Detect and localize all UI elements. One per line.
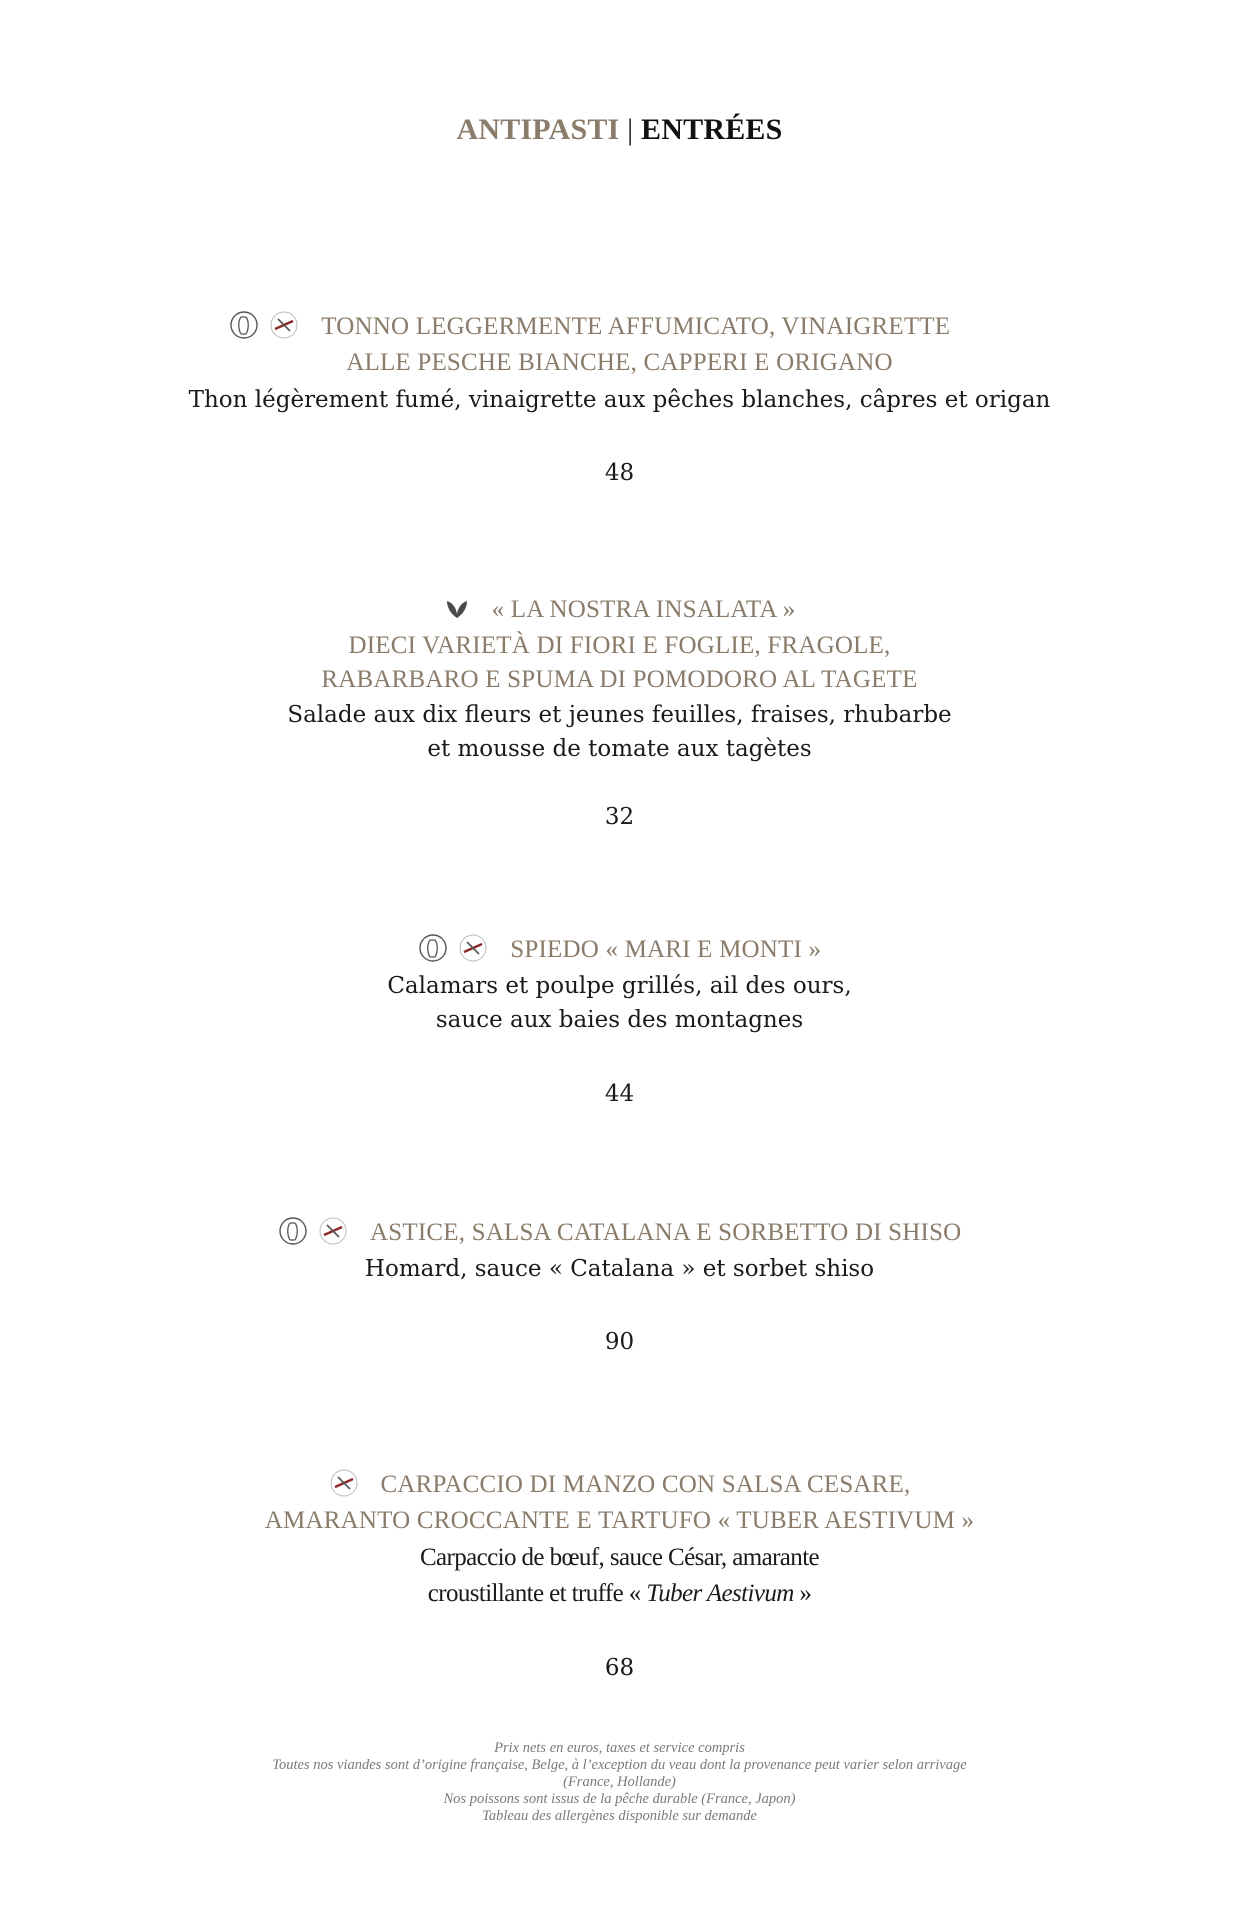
dish-2-price: 32	[604, 804, 635, 830]
fish-icon	[418, 933, 448, 963]
dish-5-price: 68	[604, 1655, 635, 1681]
dish-3-icons	[418, 933, 492, 963]
dish-5-name-line-1: CARPACCIO DI MANZO CON SALSA CESARE,	[0, 1471, 1239, 1501]
title-italian: ANTIPASTI	[456, 113, 620, 146]
dish-2-name-line-1: « LA NOSTRA INSALATA »	[0, 596, 1239, 625]
dish-4-description: Homard, sauce « Catalana » et sorbet shiso	[364, 1256, 875, 1282]
dish-3-description-line-1: Calamars et poulpe grillés, ail des ours,	[387, 973, 852, 999]
dish-3-name-line-1: SPIEDO « MARI E MONTI »	[0, 936, 1239, 966]
footer-line-1: Prix nets en euros, taxes et service compris	[494, 1740, 745, 1756]
dish-1-name-line-1: TONNO LEGGERMENTE AFFUMICATO, VINAIGRETTE	[0, 313, 1239, 343]
dish-1-name-line-2: ALLE PESCHE BIANCHE, CAPPERI E ORIGANO	[346, 349, 893, 376]
fish-icon	[278, 1216, 308, 1246]
dish-1-price: 48	[604, 460, 635, 486]
footer-line-5: Tableau des allergènes disponible sur demande	[482, 1808, 757, 1824]
truffle-italic-name: Tuber Aestivum	[646, 1580, 794, 1607]
dish-5-description-line-1: Carpaccio de bœuf, sauce César, amarante	[419, 1544, 820, 1571]
dish-4-icons	[278, 1216, 352, 1246]
title-french: ENTRÉES	[641, 113, 783, 146]
gluten-free-icon	[318, 1216, 348, 1246]
dish-3-description-line-2: sauce aux baies des montagnes	[435, 1007, 804, 1033]
gluten-free-icon	[458, 933, 488, 963]
fish-icon	[229, 310, 259, 340]
dish-5-name-line-2: AMARANTO CROCCANTE E TARTUFO « TUBER AESTIVUM »	[264, 1507, 975, 1534]
footer-line-4: Nos poissons sont issus de la pêche durable (France, Japon)	[443, 1791, 796, 1807]
dish-2-icons	[444, 594, 474, 622]
dish-1-icons	[229, 310, 303, 340]
gluten-free-icon	[269, 310, 299, 340]
dish-4-name-line-1: ASTICE, SALSA CATALANA E SORBETTO DI SHISO	[0, 1219, 1239, 1249]
title-separator: |	[627, 113, 634, 146]
dish-3-price: 44	[604, 1081, 635, 1107]
dish-2-description-line-2: et mousse de tomate aux tagètes	[427, 736, 812, 762]
dish-5-icons	[329, 1468, 363, 1498]
footer-notes	[0, 1740, 1239, 1825]
gluten-free-icon	[329, 1468, 359, 1498]
footer-line-3: (France, Hollande)	[563, 1774, 676, 1790]
dish-2-name-line-3: RABARBARO E SPUMA DI POMODORO AL TAGETE	[321, 666, 918, 693]
footer-line-2: Toutes nos viandes sont d’origine française, Belge, à l’exception du veau dont la provenance peut varier selon arrivage	[272, 1757, 967, 1773]
dish-2-description-line-1: Salade aux dix fleurs et jeunes feuilles, fraises, rhubarbe	[287, 702, 952, 728]
dish-5-description-line-2: croustillante et truffe « Tuber Aestivum »	[427, 1580, 812, 1607]
dish-2-name-line-2: DIECI VARIETÀ DI FIORI E FOGLIE, FRAGOLE,	[348, 632, 891, 659]
vegetarian-leaf-icon	[444, 596, 470, 622]
page-title	[0, 113, 1239, 147]
dish-4-price: 90	[604, 1329, 635, 1355]
dish-1-description: Thon légèrement fumé, vinaigrette aux pêches blanches, câpres et origan	[188, 387, 1051, 413]
